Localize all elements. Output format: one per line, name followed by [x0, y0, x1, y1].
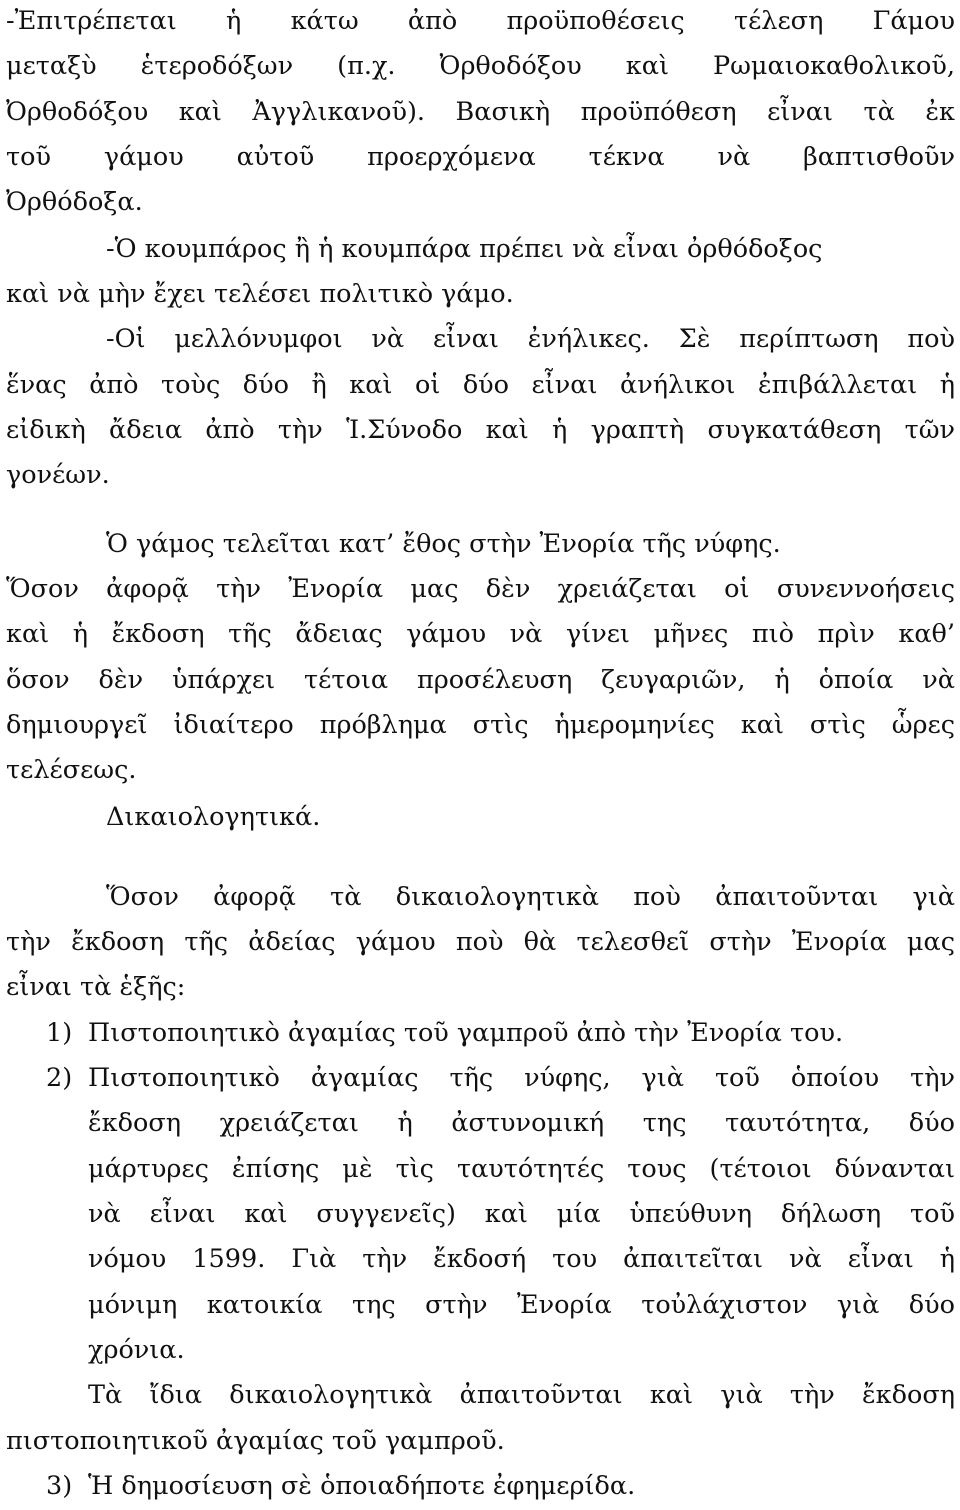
list-number: 3) — [46, 1471, 73, 1501]
list-text-line: ἔκδοση χρειάζεται ἡ ἀστυνομική της ταυτότητα, δύο — [88, 1108, 955, 1138]
section-heading: Δικαιολογητικά. — [106, 802, 321, 832]
text-line: γονέων. — [6, 460, 110, 490]
list-text-line: Πιστοποιητικὸ ἀγαμίας τῆς νύφης, γιὰ τοῦ ὁποίου τὴν — [88, 1063, 955, 1093]
list-item — [46, 1463, 955, 1509]
list-number: 1) — [46, 1018, 73, 1048]
list-number: 2) — [46, 1063, 73, 1093]
text-line: -Οἱ μελλόνυμφοι νὰ εἶναι ἐνήλικες. Σὲ περίπτωση ποὺ — [106, 324, 955, 354]
text-line: τοῦ γάμου αὐτοῦ προερχόμενα τέκνα νὰ βαπτισθοῦν — [6, 142, 955, 172]
list-text-line: μάρτυρες ἐπίσης μὲ τὶς ταυτότητές τους (τέτοιοι δύνανται — [88, 1154, 955, 1184]
text-line: Ὀρθόδοξα. — [6, 187, 143, 217]
list-text-line: νὰ εἶναι καὶ συγγενεῖς) καὶ μία ὑπεύθυνη δήλωση τοῦ — [88, 1199, 955, 1229]
text-line: ἕνας ἀπὸ τοὺς δύο ἢ καὶ οἱ δύο εἶναι ἀνήλικοι ἐπιβάλλεται ἡ — [6, 370, 955, 400]
text-line: ὅσον δὲν ὑπάρχει τέτοια προσέλευση ζευγαριῶν, ἡ ὁποία νὰ — [6, 665, 955, 695]
text-line: Ὅσον ἀφορᾷ τὴν Ἐνορία μας δὲν χρειάζεται οἱ συνεννοήσεις — [6, 574, 955, 604]
text-line: -Ἐπιτρέπεται ἡ κάτω ἀπὸ προϋποθέσεις τέλεση Γάμου — [6, 6, 955, 36]
list-text: Πιστοποιητικὸ ἀγαμίας τοῦ γαμπροῦ ἀπὸ τὴν Ἐνορία του. — [88, 1018, 844, 1048]
list-text-line: μόνιμη κατοικία της στὴν Ἐνορία τοὐλάχιστον γιὰ δύο — [88, 1290, 955, 1320]
text-line: -Ὁ κουμπάρος ἢ ἡ κουμπάρα πρέπει νὰ εἶναι ὀρθόδοξος — [106, 234, 823, 264]
text-line: εἶναι τὰ ἑξῆς: — [6, 972, 186, 1002]
text-line: τὴν ἔκδοση τῆς ἀδείας γάμου ποὺ θὰ τελεσθεῖ στὴν Ἐνορία μας — [6, 927, 955, 957]
note-line: Τὰ ἴδια δικαιολογητικὰ ἀπαιτοῦνται καὶ γιὰ τὴν ἔκδοση — [88, 1380, 955, 1410]
text-line: Ὅσον ἀφορᾷ τὰ δικαιολογητικὰ ποὺ ἀπαιτοῦνται γιὰ — [106, 882, 955, 912]
text-line: Ὁ γάμος τελεῖται κατ’ ἔθος στὴν Ἐνορία τῆς νύφης. — [106, 529, 781, 559]
list-item — [46, 1010, 955, 1056]
text-line: καὶ νὰ μὴν ἔχει τελέσει πολιτικὸ γάμο. — [6, 279, 514, 309]
text-line: εἰδικὴ ἄδεια ἀπὸ τὴν Ἱ.Σύνοδο καὶ ἡ γραπτὴ συγκατάθεση τῶν — [6, 415, 955, 445]
text-line: καὶ ἡ ἔκδοση τῆς ἄδειας γάμου νὰ γίνει μῆνες πιὸ πρὶν καθ’ — [6, 619, 955, 649]
list-text: Ἡ δημοσίευση σὲ ὁποιαδήποτε ἐφημερίδα. — [88, 1471, 636, 1501]
text-line: δημιουργεῖ ἰδιαίτερο πρόβλημα στὶς ἡμερομηνίες καὶ στὶς ὧρες — [6, 710, 955, 740]
list-text-line: χρόνια. — [88, 1335, 185, 1365]
text-line: μεταξὺ ἑτεροδόξων (π.χ. Ὀρθοδόξου καὶ Ρωμαιοκαθολικοῦ, — [6, 51, 955, 81]
note-line: πιστοποιητικοῦ ἀγαμίας τοῦ γαμπροῦ. — [6, 1426, 505, 1456]
list-text-line: νόμου 1599. Γιὰ τὴν ἔκδοσή του ἀπαιτεῖται νὰ εἶναι ἡ — [88, 1244, 955, 1274]
text-line: Ὀρθοδόξου καὶ Ἀγγλικανοῦ). Βασικὴ προϋπόθεση εἶναι τὰ ἐκ — [6, 97, 955, 127]
text-line: τελέσεως. — [6, 755, 137, 785]
